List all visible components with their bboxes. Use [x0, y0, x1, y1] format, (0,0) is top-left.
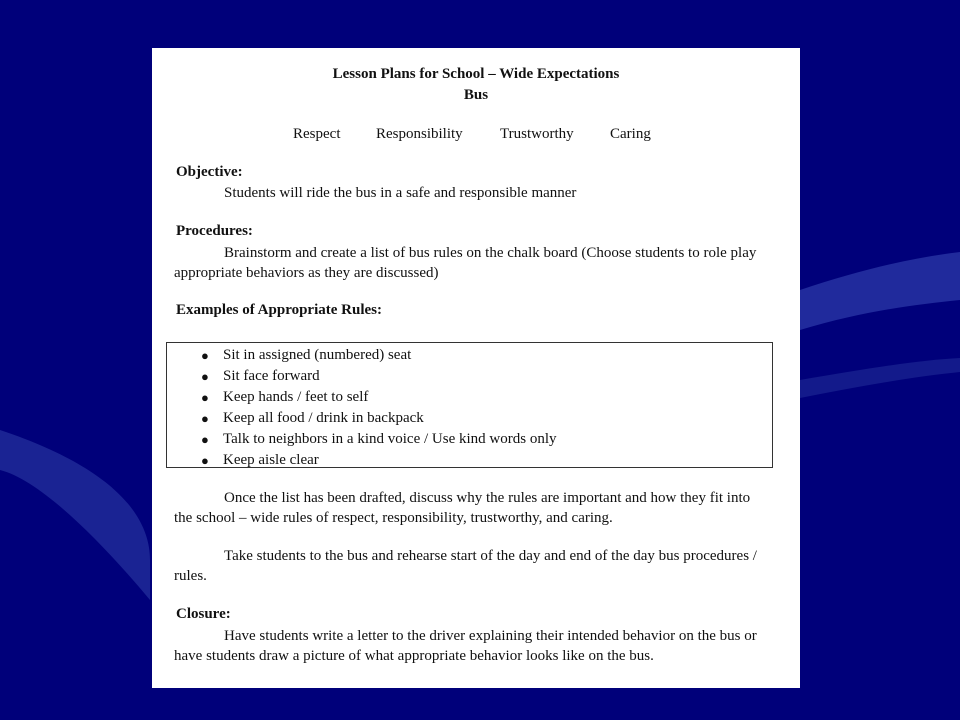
lesson-plan-document	[152, 48, 800, 688]
procedures-text: Brainstorm and create a list of bus rules on the chalk board (Choose students to role play appropriate behaviors as they are discussed)	[174, 245, 757, 281]
value-caring: Caring	[610, 126, 651, 142]
list-item	[201, 429, 557, 450]
rule-text: Keep aisle clear	[223, 452, 319, 468]
list-item	[201, 387, 557, 408]
bullet-icon: ●	[201, 348, 209, 363]
document-title: Lesson Plans for School – Wide Expectations	[332, 66, 620, 82]
list-item	[201, 345, 557, 366]
rule-text: Keep hands / feet to self	[223, 389, 369, 405]
list-item	[201, 450, 557, 471]
objective-heading: Objective:	[176, 164, 243, 180]
list-item	[201, 366, 557, 387]
rule-text: Talk to neighbors in a kind voice / Use kind words only	[223, 431, 557, 447]
procedures-heading: Procedures:	[176, 223, 253, 239]
list-item	[201, 408, 557, 429]
closure-heading: Closure:	[176, 606, 231, 622]
bullet-icon: ●	[201, 432, 209, 447]
bullet-icon: ●	[201, 411, 209, 426]
rule-text: Keep all food / drink in backpack	[223, 410, 424, 426]
rule-text: Sit face forward	[223, 368, 320, 384]
rules-heading: Examples of Appropriate Rules:	[176, 302, 382, 318]
rehearsal-text: Take students to the bus and rehearse start of the day and end of the day bus procedures / rules.	[174, 548, 757, 584]
rule-text: Sit in assigned (numbered) seat	[223, 347, 412, 363]
bullet-icon: ●	[201, 390, 209, 405]
value-respect: Respect	[293, 126, 341, 142]
closure-text: Have students write a letter to the driver explaining their intended behavior on the bus or have students draw a picture of what appropriate behavior looks like on the bus.	[174, 628, 757, 664]
bullet-icon: ●	[201, 369, 209, 384]
discussion-text: Once the list has been drafted, discuss why the rules are important and how they fit into the school – wide rules of respect, responsibility, trustworthy, and caring.	[174, 490, 751, 526]
objective-text: Students will ride the bus in a safe and responsible manner	[224, 185, 577, 201]
value-trustworthy: Trustworthy	[500, 126, 574, 142]
bullet-icon: ●	[201, 453, 209, 468]
rules-list	[201, 345, 557, 471]
document-subtitle: Bus	[463, 87, 489, 103]
rules-box	[166, 342, 773, 468]
value-responsibility: Responsibility	[376, 126, 463, 142]
